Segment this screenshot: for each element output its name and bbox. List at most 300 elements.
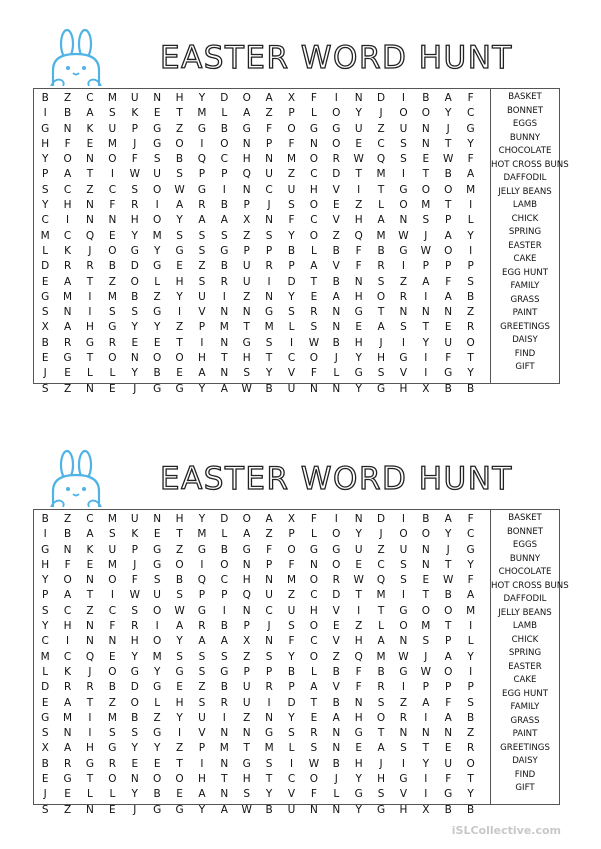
grid-cell: P — [265, 665, 273, 678]
grid-cell: T — [445, 199, 452, 212]
grid-cell: Y — [153, 665, 161, 678]
grid-cell: A — [310, 260, 318, 273]
grid-cell: P — [288, 260, 295, 273]
grid-cell: I — [469, 620, 473, 633]
grid-cell: N — [220, 788, 229, 801]
grid-cell: F — [64, 137, 71, 150]
grid-cell: B — [265, 803, 273, 816]
grid-cell: Z — [108, 696, 116, 709]
word-list-item: SPRING — [508, 227, 542, 237]
grid-cell: J — [88, 665, 92, 678]
grid-cell: T — [176, 336, 183, 349]
grid-cell: B — [220, 543, 228, 556]
grid-cell: Z — [332, 229, 340, 242]
grid-cell: A — [332, 711, 340, 724]
grid-cell: T — [221, 773, 228, 786]
grid-cell: N — [63, 543, 72, 556]
grid-cell: N — [86, 574, 94, 587]
grid-cell: I — [401, 681, 405, 694]
grid-row — [34, 604, 482, 619]
grid-cell: N — [332, 803, 341, 816]
grid-cell: G — [466, 543, 475, 556]
grid-cell: B — [175, 153, 184, 166]
grid-cell: G — [85, 757, 95, 770]
grid-cell: B — [131, 290, 139, 303]
grid-cell: N — [354, 92, 363, 104]
grid-cell: N — [332, 742, 341, 755]
grid-cell: N — [242, 183, 251, 196]
grid-row — [34, 527, 482, 542]
grid-cell: V — [332, 260, 340, 273]
grid-row — [34, 213, 482, 228]
grid-row — [34, 588, 482, 603]
grid-cell: P — [422, 260, 429, 273]
grid-cell: Z — [355, 199, 363, 212]
grid-row — [34, 244, 482, 259]
grid-cell: T — [86, 773, 94, 786]
grid-cell: T — [86, 352, 94, 365]
grid-cell: A — [63, 696, 72, 709]
grid-cell: G — [242, 543, 251, 556]
grid-cell: V — [399, 367, 408, 380]
grid-cell: O — [130, 696, 139, 709]
grid-cell: F — [355, 681, 362, 694]
grid-cell: P — [265, 244, 273, 257]
grid-cell: W — [420, 665, 432, 678]
word-list-item: DAISY — [512, 756, 538, 766]
puzzle-title: EASTER WORD HUNT — [160, 40, 513, 76]
grid-cell: R — [332, 153, 340, 166]
grid-cell: T — [243, 321, 250, 334]
grid-cell: I — [88, 306, 92, 319]
word-list-item: DAISY — [512, 335, 538, 345]
grid-cell: C — [108, 604, 117, 617]
grid-cell: T — [86, 696, 94, 709]
grid-cell: P — [467, 260, 474, 273]
grid-cell: W — [308, 757, 320, 770]
grid-cell: G — [399, 604, 408, 617]
grid-cell: R — [86, 681, 94, 694]
grid-cell: E — [310, 290, 318, 303]
grid-cell: H — [41, 137, 50, 150]
grid-cell: D — [332, 168, 341, 181]
grid-cell: Y — [153, 742, 161, 755]
grid-cell: G — [399, 352, 408, 365]
grid-cell: H — [41, 558, 50, 571]
grid-cell: N — [153, 513, 162, 525]
grid-cell: B — [332, 665, 340, 678]
grid-cell: H — [399, 803, 408, 816]
grid-cell: D — [130, 260, 139, 273]
grid-cell: O — [153, 183, 162, 196]
grid-cell: N — [86, 382, 94, 395]
grid-cell: G — [63, 773, 72, 786]
grid-cell: I — [289, 336, 294, 349]
grid-cell: O — [421, 183, 430, 196]
grid-cell: U — [354, 543, 363, 556]
grid-cell: M — [421, 620, 431, 633]
grid-cell: R — [265, 260, 273, 273]
grid-cell: Y — [198, 513, 206, 525]
grid-cell: B — [220, 260, 228, 273]
grid-cell: I — [66, 635, 70, 648]
grid-cell: Z — [63, 382, 72, 395]
grid-cell: J — [334, 773, 338, 786]
grid-cell: S — [400, 558, 407, 571]
grid-cell: N — [130, 352, 139, 365]
grid-cell: I — [401, 513, 405, 525]
word-list-item: PAINT — [512, 308, 538, 318]
grid-cell: O — [175, 137, 184, 150]
grid-cell: Y — [445, 107, 452, 120]
grid-cell: F — [355, 244, 362, 257]
grid-cell: Y — [131, 321, 138, 334]
grid-cell: J — [424, 229, 428, 242]
grid-cell: G — [85, 336, 95, 349]
grid-cell: R — [377, 681, 385, 694]
word-list-item: EASTER — [508, 240, 542, 251]
grid-cell: N — [421, 727, 430, 740]
grid-cell: A — [220, 635, 228, 648]
grid-cell: E — [176, 260, 183, 273]
grid-cell: V — [332, 635, 340, 648]
grid-cell: O — [376, 290, 386, 303]
grid-cell: A — [63, 168, 72, 181]
grid-cell: Z — [175, 321, 184, 334]
grid-cell: B — [444, 589, 452, 602]
grid-row — [34, 198, 482, 213]
grid-cell: G — [175, 244, 184, 257]
grid-cell: E — [153, 336, 161, 349]
grid-cell: R — [63, 336, 72, 349]
grid-cell: I — [401, 92, 405, 104]
grid-cell: Y — [467, 229, 474, 242]
grid-cell: Y — [153, 244, 161, 257]
grid-cell: F — [310, 788, 317, 801]
grid-cell: U — [108, 122, 117, 135]
grid-cell: S — [243, 367, 251, 380]
grid-cell: B — [422, 92, 430, 104]
grid-cell: F — [288, 558, 295, 571]
grid-cell: S — [176, 229, 183, 242]
grid-cell: L — [221, 107, 228, 120]
grid-cell: F — [467, 153, 474, 166]
grid-cell: N — [220, 757, 229, 770]
grid-cell: N — [220, 306, 229, 319]
grid-cell: H — [399, 382, 408, 395]
grid-cell: B — [467, 803, 475, 816]
grid-cell: G — [220, 244, 229, 257]
grid-cell: O — [287, 543, 296, 556]
grid-cell: G — [130, 244, 139, 257]
grid-cell: O — [421, 604, 430, 617]
grid-cell: N — [421, 137, 430, 150]
grid-cell: G — [153, 382, 162, 395]
grid-cell: E — [355, 321, 362, 334]
grid-row — [34, 290, 482, 305]
puzzle-bottom — [0, 421, 601, 816]
grid-cell: E — [355, 558, 362, 571]
grid-cell: O — [332, 558, 341, 571]
grid-cell: C — [108, 183, 117, 196]
grid-cell: O — [444, 244, 453, 257]
grid-cell: A — [332, 290, 340, 303]
grid-cell: L — [87, 367, 93, 380]
grid-cell: P — [445, 214, 452, 227]
grid-cell: B — [63, 528, 72, 541]
grid-cell: X — [287, 513, 296, 525]
grid-cell: H — [242, 773, 251, 786]
grid-cell: I — [200, 137, 204, 150]
grid-cell: V — [198, 306, 206, 319]
grid-cell: N — [242, 604, 251, 617]
grid-cell: S — [41, 306, 49, 319]
grid-cell: B — [332, 696, 340, 709]
grid-cell: B — [175, 574, 184, 587]
grid-cell: N — [354, 696, 363, 709]
grid-cell: B — [108, 681, 116, 694]
word-list-item: DAFFODIL — [503, 173, 547, 183]
grid-cell: B — [41, 92, 49, 104]
grid-cell: I — [200, 558, 204, 571]
grid-cell: D — [41, 681, 50, 694]
grid-cell: N — [421, 122, 430, 135]
grid-cell: E — [64, 788, 71, 801]
grid-cell: F — [355, 260, 362, 273]
grid-cell: O — [242, 513, 251, 525]
grid-cell: O — [130, 275, 139, 288]
grid-cell: O — [309, 773, 319, 786]
grid-cell: G — [399, 183, 408, 196]
grid-cell: E — [153, 528, 161, 541]
grid-cell: R — [108, 757, 117, 770]
grid-cell: S — [109, 306, 116, 319]
grid-cell: A — [220, 803, 228, 816]
word-list-item: FIND — [514, 348, 536, 359]
grid-cell: C — [86, 513, 94, 525]
word-list-item: BONNET — [506, 526, 544, 537]
grid-cell: P — [445, 635, 452, 648]
grid-cell: C — [265, 183, 273, 196]
grid-cell: G — [153, 122, 162, 135]
grid-cell: Y — [131, 229, 138, 242]
grid-cell: A — [444, 513, 452, 525]
grid-cell: H — [242, 352, 251, 365]
grid-cell: C — [310, 214, 318, 227]
grid-cell: Y — [467, 367, 474, 380]
grid-cell: Z — [243, 229, 251, 242]
grid-cell: A — [377, 635, 385, 648]
grid-cell: I — [401, 260, 405, 273]
grid-cell: O — [153, 635, 162, 648]
grid-cell: U — [130, 92, 139, 104]
grid-cell: J — [446, 543, 450, 556]
grid-cell: O — [309, 153, 319, 166]
grid-row — [34, 650, 482, 665]
grid-cell: G — [41, 711, 50, 724]
grid-cell: O — [175, 773, 184, 786]
grid-cell: S — [377, 367, 385, 380]
word-list-item: HOT CROSS BUNS — [491, 580, 569, 591]
grid-cell: T — [445, 558, 452, 571]
grid-cell: G — [399, 773, 408, 786]
grid-cell: Q — [354, 650, 363, 663]
grid-cell: H — [242, 574, 251, 587]
grid-cell: Z — [377, 543, 385, 556]
grid-cell: B — [287, 665, 296, 678]
grid-cell: S — [467, 696, 474, 709]
grid-cell: B — [422, 513, 430, 525]
grid-cell: S — [131, 727, 139, 740]
grid-cell: I — [401, 757, 405, 770]
grid-cell: A — [265, 513, 273, 525]
grid-cell: G — [376, 803, 386, 816]
grid-row — [34, 680, 482, 695]
grid-row — [34, 726, 482, 741]
grid-cell: S — [422, 635, 430, 648]
grid-cell: Y — [467, 788, 474, 801]
grid-cell: C — [377, 137, 385, 150]
grid-cell: S — [220, 650, 228, 663]
grid-cell: Y — [288, 290, 295, 303]
grid-cell: F — [445, 773, 452, 786]
grid-cell: G — [399, 665, 408, 678]
grid-cell: T — [467, 773, 474, 786]
grid-cell: M — [107, 711, 117, 724]
grid-cell: I — [110, 589, 114, 602]
grid-cell: S — [288, 727, 295, 740]
grid-cell: M — [107, 290, 117, 303]
grid-cell: I — [43, 107, 47, 120]
grid-cell: I — [177, 306, 182, 319]
grid-cell: W — [129, 168, 140, 181]
grid-cell: A — [377, 214, 385, 227]
grid-cell: F — [131, 153, 138, 166]
grid-cell: T — [422, 589, 430, 602]
grid-row — [34, 91, 482, 106]
grid-cell: E — [41, 352, 49, 365]
grid-cell: F — [310, 513, 317, 525]
grid-cell: S — [288, 199, 295, 212]
grid-cell: X — [422, 803, 430, 816]
grid-cell: H — [175, 275, 184, 288]
grid-cell: V — [399, 788, 408, 801]
grid-cell: T — [377, 183, 385, 196]
grid-cell: J — [133, 558, 137, 571]
grid-cell: H — [86, 742, 94, 755]
grid-cell: T — [445, 620, 452, 633]
grid-cell: J — [424, 650, 428, 663]
grid-cell: Q — [242, 589, 251, 602]
puzzle-frame — [33, 88, 569, 395]
grid-cell: Z — [86, 183, 94, 196]
grid-cell: B — [108, 260, 116, 273]
grid-cell: R — [63, 681, 72, 694]
bunny-icon — [45, 449, 107, 507]
grid-cell: J — [133, 382, 137, 395]
grid-cell: T — [265, 352, 273, 365]
grid-cell: U — [242, 681, 251, 694]
grid-cell: S — [400, 137, 407, 150]
grid-cell: L — [109, 788, 116, 801]
grid-cell: R — [63, 260, 72, 273]
grid-cell: P — [221, 589, 228, 602]
grid-cell: W — [353, 574, 364, 587]
grid-cell: S — [153, 574, 161, 587]
grid-cell: L — [310, 665, 317, 678]
grid-cell: F — [266, 122, 273, 135]
grid-cell: T — [377, 604, 385, 617]
grid-cell: C — [287, 352, 296, 365]
grid-cell: R — [332, 574, 340, 587]
grid-cell: Y — [131, 650, 138, 663]
grid-cell: U — [287, 803, 296, 816]
grid-cell: H — [197, 773, 206, 786]
grid-cell: F — [467, 574, 474, 587]
grid-cell: Y — [467, 137, 474, 150]
grid-cell: G — [309, 122, 318, 135]
grid-row — [34, 558, 482, 573]
grid-cell: Q — [376, 574, 386, 587]
grid-cell: A — [220, 382, 228, 395]
word-list-item: PAINT — [512, 729, 538, 739]
grid-cell: E — [153, 107, 161, 120]
grid-cell: O — [466, 336, 475, 349]
grid-cell: N — [130, 773, 139, 786]
grid-cell: F — [467, 92, 474, 104]
grid-cell: C — [310, 168, 318, 181]
grid-cell: D — [287, 275, 296, 288]
grid-cell: U — [399, 543, 408, 556]
grid-cell: Z — [198, 260, 206, 273]
grid-cell: Q — [85, 650, 95, 663]
grid-cell: Z — [108, 275, 116, 288]
grid-row — [34, 122, 482, 137]
grid-row — [34, 336, 482, 351]
grid-cell: S — [198, 275, 206, 288]
grid-cell: N — [332, 382, 341, 395]
grid-cell: N — [220, 727, 229, 740]
grid-cell: Z — [243, 290, 251, 303]
grid-cell: P — [243, 244, 250, 257]
grid-cell: Z — [467, 306, 475, 319]
grid-cell: O — [153, 352, 162, 365]
grid-cell: P — [221, 168, 228, 181]
grid-cell: O — [108, 574, 117, 587]
word-list-item: GRASS — [510, 715, 540, 726]
grid-row — [34, 167, 482, 182]
grid-cell: N — [421, 543, 430, 556]
grid-cell: O — [108, 352, 117, 365]
grid-cell: S — [310, 321, 318, 334]
grid-cell: Z — [153, 711, 161, 724]
grid-cell: E — [355, 137, 362, 150]
grid-cell: G — [354, 367, 363, 380]
grid-cell: E — [153, 757, 161, 770]
grid-cell: O — [108, 153, 117, 166]
grid-cell: B — [41, 757, 49, 770]
grid-cell: C — [310, 635, 318, 648]
grid-cell: A — [63, 321, 72, 334]
grid-cell: L — [333, 367, 340, 380]
grid-cell: O — [242, 92, 251, 104]
grid-cell: P — [42, 168, 49, 181]
grid-cell: Z — [355, 620, 363, 633]
grid-cell: P — [445, 260, 452, 273]
grid-cell: V — [332, 681, 340, 694]
grid-cell: Z — [63, 92, 72, 104]
grid-cell: A — [198, 788, 206, 801]
